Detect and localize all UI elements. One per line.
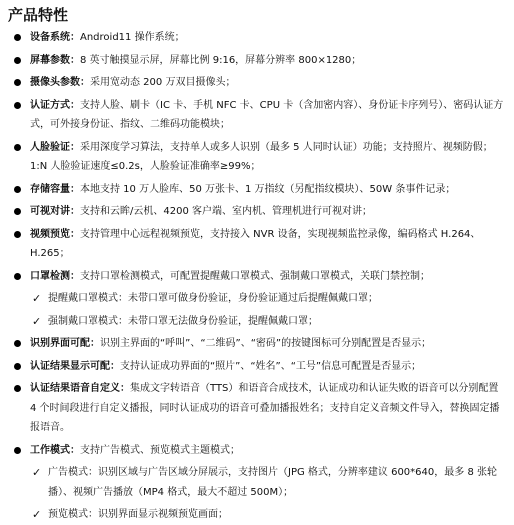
checkmark-icon: ✓ <box>32 292 42 305</box>
page-title: 产品特性 <box>8 6 69 24</box>
feature-subitem <box>8 289 506 309</box>
feature-text: 支持口罩检测模式，可配置提醒戴口罩模式、强制戴口罩模式，关联门禁控制； <box>80 270 430 282</box>
feature-label: 人脸验证： <box>30 141 80 153</box>
feature-item <box>8 138 506 177</box>
feature-label: 摄像头参数： <box>30 77 90 88</box>
bullet-icon <box>14 79 21 86</box>
bullet-icon <box>14 57 21 64</box>
feature-subitem-text: 预览模式：识别界面显示视频预览画面； <box>48 509 228 520</box>
bullet-icon <box>14 102 21 109</box>
feature-text: Android11 操作系统； <box>80 32 185 43</box>
bullet-icon <box>14 34 21 41</box>
feature-text: 支持认证成功界面的“照片”、“姓名”、“工号”信息可配置是否显示； <box>120 360 422 372</box>
feature-subitem <box>8 505 506 525</box>
feature-text: 支持和云眸/云机、4200 客户端、室内机、管理机进行可视对讲； <box>80 206 372 217</box>
checkmark-icon: ✓ <box>32 466 42 479</box>
feature-text: 支持广告模式、预览模式主题模式； <box>80 444 240 456</box>
feature-subitem-text: 强制戴口罩模式：未带口罩无法做身份验证，提醒佩戴口罩； <box>48 315 318 327</box>
feature-text: 本地支持 10 万人脸库、50 万张卡、1 万指纹（另配指纹模块）、50W 条事件记录； <box>80 183 456 195</box>
bullet-icon <box>14 186 21 193</box>
feature-label: 认证结果显示可配： <box>30 360 120 372</box>
feature-text: 支持管理中心远程视频预览，支持接入 NVR 设备，实现视频监控录像，编码格式 H.264、H.265； <box>30 228 481 259</box>
bullet-icon <box>14 363 21 370</box>
feature-item <box>8 441 506 461</box>
feature-item <box>8 225 506 264</box>
feature-item <box>8 180 506 200</box>
feature-subitem <box>8 312 506 332</box>
feature-item <box>8 28 506 48</box>
feature-text: 8 英寸触摸显示屏，屏幕比例 9:16，屏幕分辨率 800×1280； <box>80 54 362 66</box>
bullet-icon <box>14 231 21 238</box>
bullet-icon <box>14 208 21 215</box>
feature-item <box>8 73 506 93</box>
feature-text: 集成文字转语音（TTS）和语音合成技术，认证成功和认证失败的语音可以分别配置 4 个时间段进行自定义播报，同时认证成功的语音可叠加播报姓名；支持自定义音频文件导入，替换固定播报语音。 <box>30 383 500 433</box>
feature-item <box>8 267 506 287</box>
feature-item <box>8 51 506 71</box>
bullet-icon <box>14 447 21 454</box>
feature-text: 采用深度学习算法，支持单人或多人识别（最多 5 人同时认证）功能；支持照片、视频防假；1:N 人脸验证速度≤0.2s，人脸验证准确率≥99%； <box>30 141 493 172</box>
feature-label: 存储容量： <box>30 183 80 195</box>
feature-text: 识别主界面的“呼叫”、“二维码”、“密码”的按键图标可分别配置是否显示； <box>100 338 432 349</box>
feature-item <box>8 357 506 377</box>
feature-item <box>8 202 506 222</box>
feature-item <box>8 334 506 354</box>
feature-label: 认证方式： <box>30 99 80 111</box>
feature-label: 屏幕参数： <box>30 54 80 66</box>
feature-list <box>8 28 506 525</box>
feature-label: 识别界面可配： <box>30 338 100 349</box>
bullet-icon <box>14 144 21 151</box>
bullet-icon <box>14 273 21 280</box>
feature-item <box>8 96 506 135</box>
feature-subitem <box>8 463 506 502</box>
feature-label: 可视对讲： <box>30 206 80 217</box>
feature-label: 设备系统： <box>30 32 80 43</box>
feature-label: 口罩检测： <box>30 270 80 282</box>
feature-text: 采用宽动态 200 万双目摄像头； <box>90 77 236 88</box>
bullet-icon <box>14 340 21 347</box>
feature-item <box>8 379 506 438</box>
feature-subitem-text: 提醒戴口罩模式：未带口罩可做身份验证，身份验证通过后提醒佩戴口罩； <box>48 293 378 304</box>
checkmark-icon: ✓ <box>32 508 42 521</box>
feature-label: 视频预览： <box>30 228 80 240</box>
checkmark-icon: ✓ <box>32 314 42 328</box>
feature-label: 认证结果语音自定义： <box>30 383 130 394</box>
bullet-icon <box>14 385 21 392</box>
feature-subitem-text: 广告模式：识别区域与广告区域分屏展示，支持图片（JPG 格式，分辨率建议 600*640，最多 8 张轮播）、视频广告播放（MP4 格式，最大不超过 500M）； <box>48 467 497 498</box>
feature-label: 工作模式： <box>30 444 80 456</box>
feature-text: 支持人脸、刷卡（IC 卡、手机 NFC 卡、CPU 卡（含加密内容）、身份证卡序列号）、密码认证方式，可外接身份证、指纹、二维码功能模块； <box>30 99 504 130</box>
